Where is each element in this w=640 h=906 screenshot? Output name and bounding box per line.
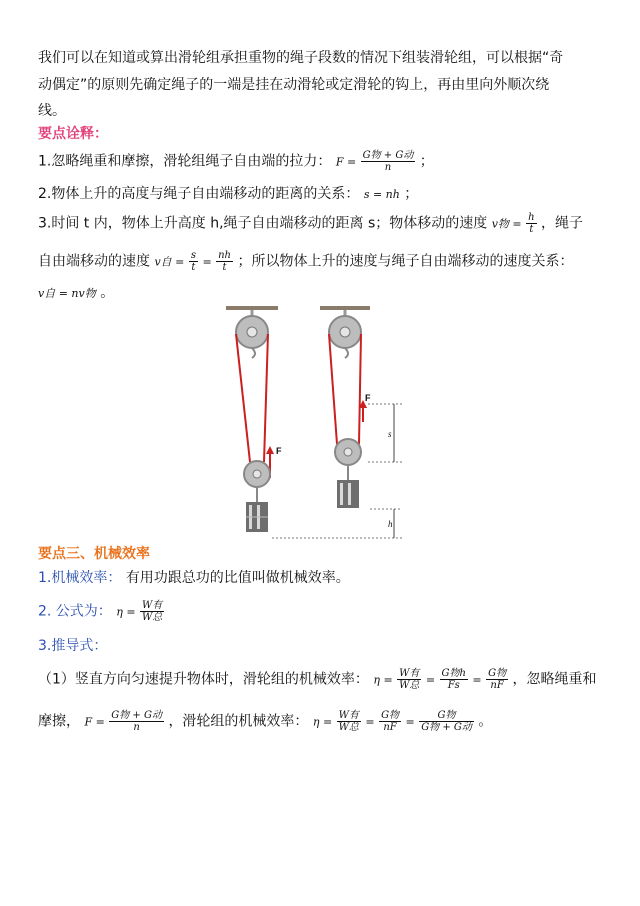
derivation-2-den-2: nF (383, 722, 397, 733)
derivation-1-frac-1 (397, 668, 421, 691)
item-3-denominator: t (529, 224, 534, 235)
derivation-2-num-1: W有 (338, 710, 359, 721)
derivation-1-den-1: W总 (399, 680, 420, 691)
item-2-text: 2.物体上升的高度与绳子自由端移动的距离的关系： (38, 186, 360, 202)
derivation-2-mid: ，滑轮组的机械效率： (168, 713, 309, 730)
item-3-fraction (526, 212, 536, 235)
section-title-key-points: 要点诠释： (38, 126, 108, 142)
item-2-end: ； (404, 186, 419, 202)
item-2-formula: s = nh (363, 188, 400, 201)
derivation-2-num-3: G物 (419, 710, 474, 722)
derivation-2-F: F = (84, 715, 105, 729)
rope-right-2 (359, 334, 361, 444)
derivation-2-den-F: n (133, 722, 140, 733)
item-3-numerator: h (528, 212, 535, 223)
item-3c (38, 283, 114, 304)
efficiency-item-2-den: W总 (142, 612, 163, 623)
pulley-diagram (222, 302, 422, 542)
derivation-2-num-2: G物 (381, 710, 400, 721)
derivation-2-num-F: G物 + G动 (111, 710, 162, 721)
derivation-2: 摩擦， F = $\frac{\text{G物 + G动}}{n}$ ，滑轮组的机械效率： η = $\frac{\text{W有}}{\text{W总}}$ = $\frac{\text{G物}}{nF}$ = $\frac{\text{G物}}{\text{G物 + G动}}$ 。 (38, 710, 493, 733)
item-1-end: ； (419, 153, 434, 170)
derivation-2-text: 摩擦， (38, 713, 80, 730)
item-1-lhs: F = (335, 155, 357, 169)
intro-line-1: 我们可以在知道或算出滑轮组承担重物的绳子段数的情况下组装滑轮组，可以根据“奇 (38, 50, 564, 66)
derivation-1-num-3: G物 (488, 668, 507, 679)
derivation-2-den-3: G物 + G动 (421, 722, 472, 733)
item-3b-v: v自 = (154, 255, 185, 269)
derivation-2-eta: η = (312, 715, 333, 729)
efficiency-item-1-text: 有用功跟总功的比值叫做机械效率。 (125, 570, 350, 586)
derivation-2-end: 。 (478, 713, 493, 730)
force-label-right: F (365, 393, 371, 403)
ceiling-right (320, 306, 370, 310)
section-title-efficiency: 要点三、机械效率 (38, 546, 150, 562)
item-3b (38, 250, 573, 273)
intro-line-3: 线。 (38, 103, 66, 119)
derivation-2-frac-F (109, 710, 164, 733)
item-3b-end: ；所以物体上升的速度与绳子自由端移动的速度关系： (237, 253, 574, 270)
derivation-2-frac-2 (379, 710, 401, 733)
derivation-1-den-3: nF (490, 680, 504, 691)
efficiency-item-3-label: 3.推导式： (38, 638, 108, 654)
pulley-setup-right (272, 306, 402, 538)
efficiency-item-1-label: 1.机械效率： (38, 570, 122, 586)
derivation-2-den-1: W总 (338, 722, 359, 733)
efficiency-item-1 (38, 568, 350, 588)
item-3b-eq: = (202, 255, 212, 269)
intro-line-2: 动偶定”的原则先确定绳子的一端是挂在动滑轮或定滑轮的钩上，再由里向外顺次绕 (38, 77, 550, 93)
force-label-left: F (276, 446, 282, 456)
derivation-1-end: ，忽略绳重和 (512, 671, 597, 688)
ceiling-left (226, 306, 278, 310)
item-3b-den-1: t (191, 262, 196, 273)
efficiency-item-2-label: 2. 公式为： (38, 603, 112, 620)
force-arrow-left (266, 446, 274, 454)
item-3c-formula: v自 = nv物 (38, 287, 96, 300)
efficiency-item-2-lhs: η = (116, 605, 136, 619)
item-3b-num-2: nh (218, 250, 231, 261)
item-1-text: 1.忽略绳重和摩擦，滑轮组绳子自由端的拉力： (38, 153, 332, 170)
derivation-1-num-1: W有 (399, 668, 420, 679)
item-1 (38, 150, 434, 173)
item-1-numerator: G物 + G动 (362, 150, 414, 161)
efficiency-item-2 (38, 600, 164, 623)
derivation-1-frac-2 (440, 668, 468, 691)
rope-left-2 (264, 334, 268, 462)
item-3b-fraction-1 (189, 250, 198, 273)
pulley-setup-left (226, 306, 282, 532)
h-label: h (388, 519, 393, 529)
derivation-1-den-2: Fs (447, 680, 460, 691)
item-2 (38, 184, 418, 205)
derivation-1-num-2: G物h (441, 668, 466, 679)
item-3-text: 3.时间 t 内，物体上升高度 h,绳子自由端移动的距离 s；物体移动的速度 (38, 215, 488, 232)
derivation-1-text: （1）竖直方向匀速提升物体时，滑轮组的机械效率： (38, 671, 369, 688)
item-3 (38, 212, 583, 235)
item-3-end: ，绳子 (541, 215, 584, 232)
item-3-v: v物 = (491, 217, 522, 231)
item-1-fraction (361, 150, 416, 173)
rope-left-1 (236, 334, 250, 462)
item-3b-den-2: t (222, 262, 227, 273)
derivation-1-eta: η = (373, 673, 393, 687)
derivation-1: （1）竖直方向匀速提升物体时，滑轮组的机械效率： η = $\frac{\text{W有}}{\text{W总}}$ = $\frac{\text{G物h}}{Fs}$ = $\frac{\text{G物}}{nF}$ ，忽略绳重和 (38, 668, 597, 691)
derivation-1-frac-3 (486, 668, 508, 691)
derivation-2-frac-3 (419, 710, 474, 733)
item-1-denominator: n (384, 162, 392, 173)
s-label: s (388, 429, 392, 439)
rope-right-1 (329, 334, 337, 444)
derivation-2-frac-1 (337, 710, 361, 733)
efficiency-item-2-num: W有 (142, 600, 163, 611)
item-3c-end: 。 (100, 285, 115, 301)
item-3b-text: 自由端移动的速度 (38, 253, 150, 270)
item-3b-fraction-2 (216, 250, 233, 273)
item-3b-num-1: s (190, 250, 196, 261)
efficiency-item-2-fraction (140, 600, 164, 623)
